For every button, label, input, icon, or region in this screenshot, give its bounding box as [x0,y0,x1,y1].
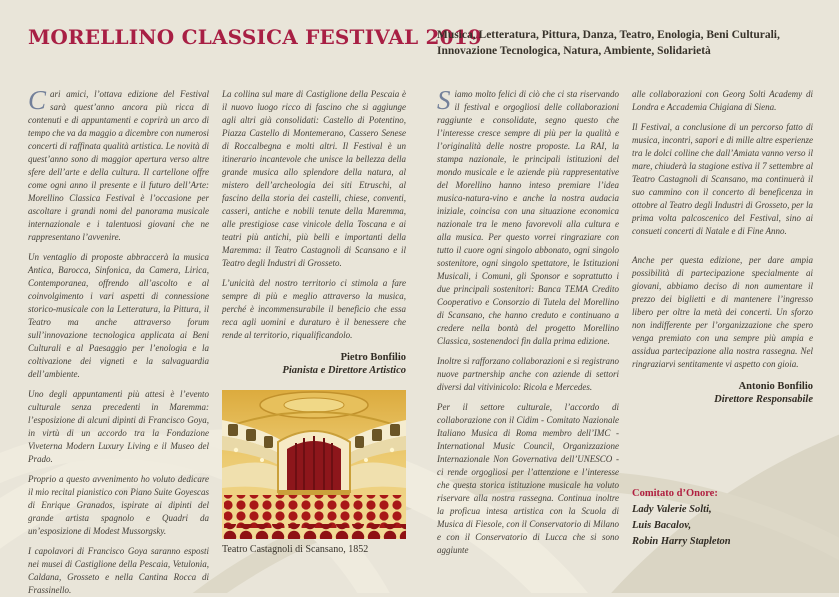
left-page-column-2 [222,88,406,556]
signature-managing-director [632,380,813,406]
committee-of-honour [632,486,731,550]
paragraph-goya-evento: Uno degli appuntamenti più attesi è l’evento culturale senza precedenti in Maremma: l’esposizione di alcuni dipinti di Francisco Goya, in virtù di un accordo tra la Fondazione Viveterna Modern Luxury Living e il Museo del Prado. [28,389,209,464]
right-page-column-2 [632,88,813,406]
committee-title: Comitato d’Onore: [632,488,718,499]
signature-role: Pianista e Direttore Artistico [282,365,406,376]
committee-member: Lady Valerie Solti, [632,504,712,515]
theater-photo [222,390,406,539]
signature-name: Antonio Bonfilio [738,381,813,392]
signature-name: Pietro Bonfilio [340,352,406,363]
paragraph-unicita: L’unicità del nostro territorio ci stimola a fare sempre di più e meglio attraverso la musica, perché è incommensurabile il beneficio che essa reca agli uomini e duraturo è il benessere che rende al territorio, riqualificandolo. [222,278,406,340]
theater-photo-figure [222,390,406,556]
paragraph-recital: Proprio a questo avvenimento ho voluto dedicare il mio recital pianistico con Piano Suite Goyescas di Enrique Granados, ispirate ai dipinti del grande artista spagnolo e Quadri da un’esposizione di Modest Mussorgsky. [28,474,209,536]
paragraph-capolavori: I capolavori di Francisco Goya saranno esposti nei musei di Castiglione della Pescaia, Vetulonia, Caldana, Grosseto e nella Cantina Rocca di Frassinello. [28,546,209,595]
paragraph-siamo-felici [437,85,619,348]
festival-themes-line2: Innovazione Tecnologica, Natura, Ambiente, Solidarietà [437,45,711,57]
paragraph-festival-conclusione: Il Festival, a conclusione di un percorso fatto di musica, incontri, sapori e di mille altre esperienze tra le dolci colline che dall’Amiata vanno verso il mare, chiuderà la stagione estiva il 7 settembre al Teatro Castagnoli di Scansano, ma continuerà il suo cammino con il concerto di beneficenza in ottobre al Teatro degli Industri di Grosseto, per la prima volta palcoscenico del Festival, sino ai consueti concerti di Natale e di Fine Anno. [632,122,813,236]
paragraph-partnership: Inoltre si rafforzano collaborazioni e si registrano nuove partnership anche con aziende di settori diversi dal vitivinicolo: Ricola e Mercedes. [437,356,619,392]
festival-themes-line1: Musica, Letteratura, Pittura, Danza, Teatro, Enologia, Beni Culturali, [437,29,780,41]
photo-caption: Teatro Castagnoli di Scansano, 1852 [222,544,369,555]
left-page-column-1 [28,85,209,597]
committee-member: Robin Harry Stapleton [632,536,731,547]
page-title: MORELLINO CLASSICA FESTIVAL 2019 [28,25,482,49]
dropcap-c: C [28,85,47,115]
paragraph-text: ari amici, l’ottava edizione del Festival sarà quest’anno ancora più ricca di contenuti e di appuntamenti e coprirà un arco di tempo che va da maggio a dicembre con numerosi concerti di raffinata qualità artistica. Le novità di quest’anno sono di maggior apertura verso altre sfere dell’arte e della cultura. Il cartellone offre come ogni anno il presente e il futuro dell’Arte: Morellino Classica Festival è l’occasione per ascoltare i grandi nomi del panorama musicale internazionale e i talentuosi giovani che ne rappresentano l’avvenire. [28,89,209,242]
right-page-column-1 [437,85,619,557]
paragraph-settore-culturale: Per il settore culturale, l’accordo di collaborazione con il Cidim - Comitato Nazionale Italiano Musica di Roma membro dell’IMC - International Music Council, Organizzazione Internazionale Non Governativa dell’UNESCO - ci rende orgogliosi per l’attenzione e l’interesse che questa storica istituzione musicale ha voluto riservare alla nostra rassegna. Continua inoltre la proficua intesa artistica con la Scuola di Musica di Fiesole, con il Conservatorio di Milano e con il Conservatorio di Lucca che si sono aggiunte [437,402,619,555]
paragraph-cari-amici [28,85,209,244]
signature-artistic-director [222,351,406,377]
dropcap-s: S [437,85,451,115]
paragraph-text: iamo molto felici di ciò che ci sta riservando il festival e orgogliosi delle collaborazioni raggiunte e consolidate, segno questo che l’interesse cresce sempre di più per la qualità e l’originalità delle nostre proposte. La RAI, la stampa nazionale, le principali istituzioni del mondo musicale e le aziende più rappresentative del Morellino hanno inteso premiare l’idea musica-natura-vino e anche la nostra audacia iniziale, coincisa con una situazione economica nazionale tra le meno favorevoli alla cultura e alla musica. Per questo vorrei ringraziare con tutto il cuore ogni singolo abbonato, ogni singolo sostenitore, ogni singolo spettatore, le Istituzioni Musicali, i Comuni, gli Sponsor e soprattutto i due principali sostenitori: Banca TEMA Credito Cooperativo e Consorzio di Tutela del Morellino di Scansano, che hanno creduto e continuano a credere nella bontà del progetto Morellino Classica, sostenendoci fin dalla prima edizione. [437,89,619,346]
festival-themes [437,27,780,59]
paragraph-ventaglio: Un ventaglio di proposte abbraccerà la musica Antica, Barocca, Sinfonica, da Camera, Lirica, Contemporanea, offrendo all’ascolto e al coinvolgimento i vari aspetti di connessione storico-musicale con la Letteratura, la Pittura, il Teatro ma anche attraverso forum sull’innovazione tecnologica applicata ai Beni Culturali e al Paesaggio per l’enologia e la coltivazione dei vigneti e la salvaguardia dell’ambiente. [28,252,209,379]
paragraph-anche-edizione: Anche per questa edizione, per dare ampia possibilità di partecipazione specialmente ai giovani, abbiamo deciso di non aumentare il prezzo dei biglietti e di mantenere l’ingresso libero per oltre la metà dei concerti. Un sforzo non indifferente per l’organizzazione che spero venga premiato con una sempre più ampia e assidua partecipazione alla nostra rassegna. Nel ringraziarvi sentitamente vi aspetto con gioia. [632,255,813,369]
committee-member: Luis Bacalov, [632,520,692,531]
paragraph-collaborazioni: alle collaborazioni con Georg Solti Academy di Londra e Accademia Chigiana di Siena. [632,89,813,112]
paragraph-collina: La collina sul mare di Castiglione della Pescaia è il nuovo luogo ricco di fascino che si aggiunge agli altri già consolidati: Castello di Potentino, Piazza Castello di Montemerano, Cassero Senese di Roccalbegna e molti altri. Il Festival è un itinerario incantevole che unisce la bellezza della grande musica allo splendore della natura, al mistero dell’archeologia dei siti Etruschi, al fascino della storia dei castelli, chiese, conventi, casseri, antiche e nobili tenute della Maremma, alle prestigiose case vinicole della Toscana e ai teatri più antichi, più belli e importanti della Maremma: il Teatro Castagnoli di Scansano e il Teatro degli Industri di Grosseto. [222,89,406,268]
signature-role: Direttore Responsabile [714,394,813,405]
